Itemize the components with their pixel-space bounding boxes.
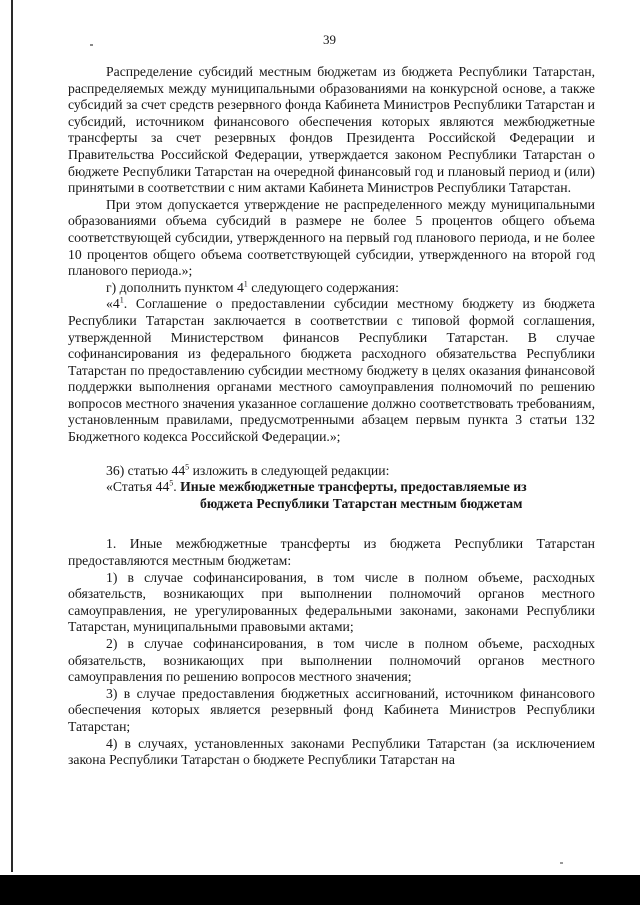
paragraph-agreement: «$4^1$. Соглашение о предоставлении субсидии местному бюджету из бюджета Республики Татарстан заключается в соответствии с типовой формой соглашения, утвержденной Министерством финансов Республики Татарстан. В случае софинансирования из федерального бюджета расходного обязательства Республики Татарстан по предоставлению субсидии местному бюджету в целях оказания финансовой поддержки выполнения органами местного самоуправления полномочий по решению вопросов местного значения указанное соглашение должно соответствовать требованиям, установленным правилами, предусмотренными абзацем первым пункта 3 статьи 132 Бюджетного кодекса Российской Федерации.»; <box>68 295 595 445</box>
paragraph-subitem-3: 3) в случае предоставления бюджетных ассигнований, источником финансового обеспечения которых является резервный фонд Кабинета Министров Республики Татарстан; <box>68 685 595 734</box>
spacer <box>68 512 595 536</box>
spacer <box>68 446 595 463</box>
paragraph-article-amendment: 36) статью $44^5$ изложить в следующей редакции: <box>106 462 390 478</box>
paragraph-subitem-4: 4) в случаях, установленных законами Республики Татарстан (за исключением закона Республики Татарстан о бюджете Республики Татарстан на <box>68 735 595 768</box>
paragraph-undistributed-volume: При этом допускается утверждение не распределенного между муниципальными образованиями объема субсидий в размере не более 5 процентов общего объема соответствующей субсидии, утвержденного на первый год планового периода, и не более 10 процентов общего объема соответствующей субсидии, утвержденного на второй год планового периода.»; <box>68 196 595 279</box>
paragraph-add-item: г) дополнить пунктом $4^1$ следующего содержания: <box>106 279 399 295</box>
paragraph-item-1: 1. Иные межбюджетные трансферты из бюджета Республики Татарстан предоставляются местным бюджетам: <box>68 536 595 569</box>
article-title: «Статья $44^5$. Иные межбюджетные трансферты, предоставляемые из <box>106 478 527 495</box>
paragraph-subitem-1: 1) в случае софинансирования, в том числе в полном объеме, расходных обязательств, возникающих при выполнении полномочий органов местного самоуправления, не урегулированных федеральными законами, законами Республики Татарстан, муниципальными правовыми актами; <box>68 569 595 635</box>
paragraph-subsidy-distribution: Распределение субсидий местным бюджетам из бюджета Республики Татарстан, распределяемых между муниципальными образованиями на конкурсной основе, а также субсидий за счет средств резервного фонда Кабинета Министров Республики Татарстан и субсидий, источником финансового обеспечения которых являются межбюджетные трансферты за счет резервных фондов Президента Российской Федерации и Правительства Российской Федерации, утверждается законом Республики Татарстан о бюджете Республики Татарстан на очередной финансовый год и плановый период и (или) принятыми в соответствии с ним актами Кабинета Министров Республики Татарстан. <box>68 64 595 196</box>
paragraph-subitem-2: 2) в случае софинансирования, в том числе в полном объеме, расходных обязательств, возникающих при выполнении полномочий органов местного самоуправления по решению вопросов местного значения; <box>68 636 595 685</box>
document-body <box>68 64 595 769</box>
article-title-continuation: бюджета Республики Татарстан местным бюджетам <box>200 495 523 511</box>
scan-artifact <box>560 862 563 864</box>
scan-left-border <box>11 0 13 872</box>
page-number: 39 <box>323 32 336 47</box>
scan-bottom-bar <box>0 875 640 905</box>
scan-artifact <box>90 44 93 46</box>
